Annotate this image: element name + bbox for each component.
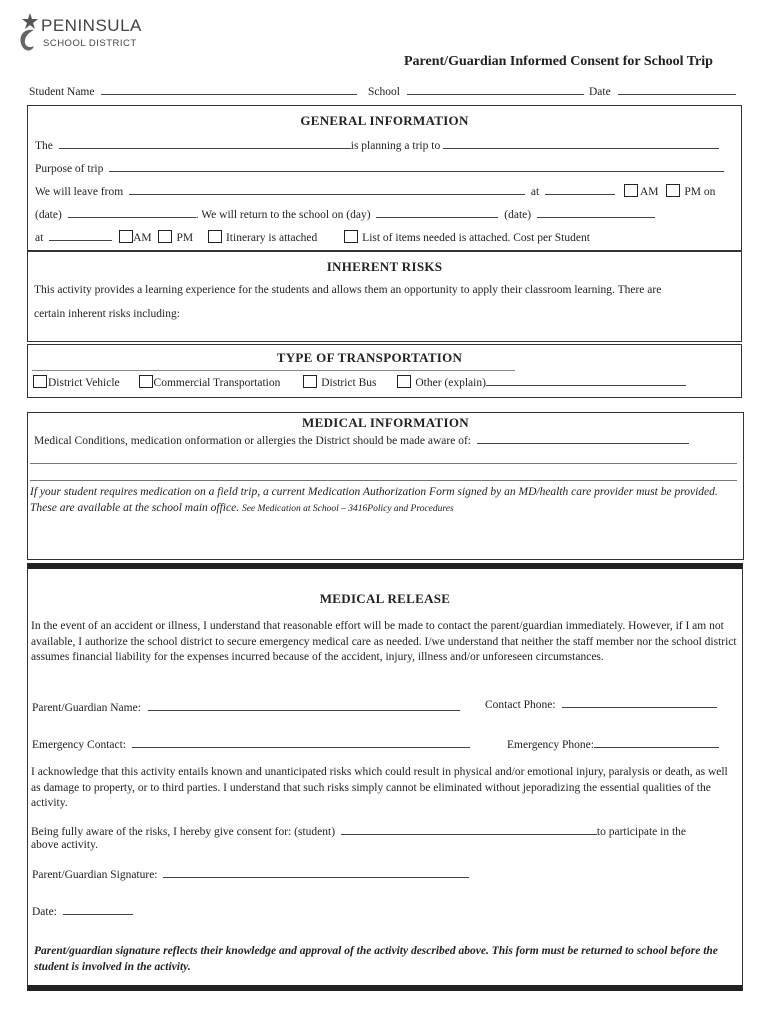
school-field[interactable]: [407, 84, 584, 95]
the-label: The: [35, 140, 53, 152]
medical-line-3[interactable]: [30, 480, 737, 481]
guardian-signature-row: [32, 867, 469, 881]
logo-name: PENINSULA: [41, 16, 142, 35]
medical-line-2[interactable]: [30, 463, 737, 464]
risks-text-line2: certain inherent risks including:: [34, 308, 180, 320]
return-row: [35, 207, 655, 221]
leave-date-label: (date): [35, 209, 62, 221]
trip-row: [35, 138, 719, 152]
transportation-title-underline: [32, 370, 515, 371]
medication-policy-reference: See Medication at School – 3416Policy and Procedures: [241, 503, 454, 514]
other-transport-checkbox[interactable]: [397, 375, 411, 388]
guardian-signature-label: Parent/Guardian Signature:: [32, 869, 158, 881]
date-label: Date: [589, 86, 611, 98]
release-paragraph-2: I acknowledge that this activity entails known and unanticipated risks which could result in physical and/or emotional injury, paralysis or death, as well as damage to property, or to third parties. I understand that such risks simply cannot be eliminated without jeporadizing the essential qualities of the activity.: [31, 766, 728, 809]
contact-phone-row: [485, 697, 717, 711]
purpose-label: Purpose of trip: [35, 163, 104, 175]
medical-release-title: MEDICAL RELEASE: [319, 591, 451, 606]
return-pm-label: PM: [176, 232, 194, 244]
transportation-section: [27, 344, 742, 398]
district-vehicle-label: District Vehicle: [48, 377, 120, 389]
return-form-note: Parent/guardian signature reflects their knowledge and approval of the activity described above. This form must be returned to school before the student is involved in the activity.: [34, 945, 718, 973]
at-label: at: [530, 186, 540, 198]
planning-label: is planning a trip to: [350, 140, 441, 152]
emergency-phone-label: Emergency Phone:: [507, 739, 594, 751]
other-transport-label: Other (explain): [415, 377, 486, 389]
pm-on-label: PM on: [684, 186, 716, 198]
form-title: Parent/Guardian Informed Consent for School Trip: [404, 54, 713, 69]
school-label: School: [368, 86, 400, 98]
risks-text-line1: This activity provides a learning experience for the students and allows them an opportunity to apply their classroom learning. There are: [34, 284, 662, 296]
guardian-signature-field[interactable]: [163, 867, 469, 878]
leave-row: [35, 184, 715, 198]
inherent-risks-section: [27, 250, 742, 342]
transportation-title: TYPE OF TRANSPORTATION: [276, 350, 463, 365]
consent-row: [31, 824, 686, 838]
release-paragraph-1: In the event of an accident or illness, I understand that reasonable effort will be made to contact the parent/guardian immediately. However, if I am not available, I authorize the school district to secure emergency medical care as needed. I/we understand that neither the staff member nor the school district assumes financial liability for the expenses incurred because of the accident, injury, illness and/or unforeseen circumstances.: [31, 620, 737, 663]
inherent-risks-title: INHERENT RISKS: [326, 259, 443, 274]
district-vehicle-checkbox[interactable]: [33, 375, 47, 388]
student-name-field[interactable]: [101, 84, 357, 95]
purpose-field[interactable]: [109, 161, 724, 172]
signature-date-label: Date:: [32, 906, 57, 918]
itinerary-checkbox[interactable]: [208, 230, 222, 243]
leave-label: We will leave from: [35, 186, 124, 198]
leave-date-field[interactable]: [68, 207, 196, 218]
medical-release-section: [27, 563, 743, 991]
leave-from-field[interactable]: [129, 184, 525, 195]
items-list-label: List of items needed is attached. Cost per Student: [362, 232, 590, 244]
logo-subtitle: SCHOOL DISTRICT: [43, 38, 137, 49]
purpose-row: [35, 161, 724, 175]
medical-conditions-row: [34, 433, 689, 447]
guardian-name-row: [32, 700, 460, 714]
return-date-field[interactable]: [537, 207, 655, 218]
medication-note: [30, 485, 738, 517]
return-day-field[interactable]: [376, 207, 498, 218]
am-label: AM: [639, 186, 659, 198]
date-field[interactable]: [618, 84, 736, 95]
leave-pm-checkbox[interactable]: [666, 184, 680, 197]
logo-swirl-icon: [16, 10, 42, 56]
leave-time-field[interactable]: [545, 184, 615, 195]
guardian-name-field[interactable]: [148, 700, 460, 711]
consent-label: Being fully aware of the risks, I hereby give consent for: (student): [31, 826, 336, 838]
contact-phone-field[interactable]: [562, 697, 717, 708]
district-bus-label: District Bus: [321, 377, 377, 389]
return-at-label: at: [35, 232, 44, 244]
itinerary-label: Itinerary is attached: [225, 232, 318, 244]
emergency-phone-field[interactable]: [594, 737, 719, 748]
district-bus-checkbox[interactable]: [303, 375, 317, 388]
emergency-contact-label: Emergency Contact:: [32, 739, 126, 751]
above-activity-text: above activity.: [31, 839, 98, 851]
signature-date-field[interactable]: [63, 904, 133, 915]
leave-am-checkbox[interactable]: [624, 184, 638, 197]
signature-date-row: [32, 904, 133, 918]
medical-information-section: [27, 412, 744, 560]
medical-conditions-label: Medical Conditions, medication onformation or allergies the District should be made aware of:: [34, 435, 471, 447]
general-information-section: [27, 105, 742, 252]
guardian-name-label: Parent/Guardian Name:: [32, 702, 141, 714]
return-pm-checkbox[interactable]: [158, 230, 172, 243]
return-am-label: AM: [133, 232, 152, 244]
medical-information-title: MEDICAL INFORMATION: [302, 415, 469, 430]
return-time-row: [35, 230, 590, 244]
emergency-contact-field[interactable]: [132, 737, 470, 748]
emergency-contact-row: [32, 737, 470, 751]
return-label: . We will return to the school on (day): [195, 209, 371, 221]
commercial-transportation-label: Commercial Transportation: [153, 377, 281, 389]
participate-label: to participate in the: [596, 826, 686, 838]
commercial-transportation-checkbox[interactable]: [139, 375, 153, 388]
medical-conditions-field[interactable]: [477, 433, 689, 444]
organizer-field[interactable]: [59, 138, 351, 149]
emergency-phone-row: [507, 737, 719, 751]
return-time-field[interactable]: [49, 230, 112, 241]
district-logo: [16, 10, 142, 60]
return-am-checkbox[interactable]: [119, 230, 133, 243]
student-name-row: [29, 84, 357, 98]
other-transport-field[interactable]: [486, 375, 686, 386]
consent-student-field[interactable]: [341, 824, 597, 835]
school-row: [368, 84, 584, 98]
date-row: [589, 84, 736, 98]
transportation-options: [33, 375, 686, 389]
destination-field[interactable]: [443, 138, 719, 149]
items-list-checkbox[interactable]: [344, 230, 358, 243]
contact-phone-label: Contact Phone:: [485, 699, 556, 711]
medication-note-text: If your student requires medication on a field trip, a current Medication Authorization Form signed by an MD/health care provider must be provided. These are available at the school main office.: [30, 486, 718, 514]
return-date-label: (date): [504, 209, 532, 221]
general-information-title: GENERAL INFORMATION: [300, 113, 469, 128]
student-name-label: Student Name: [29, 86, 95, 98]
